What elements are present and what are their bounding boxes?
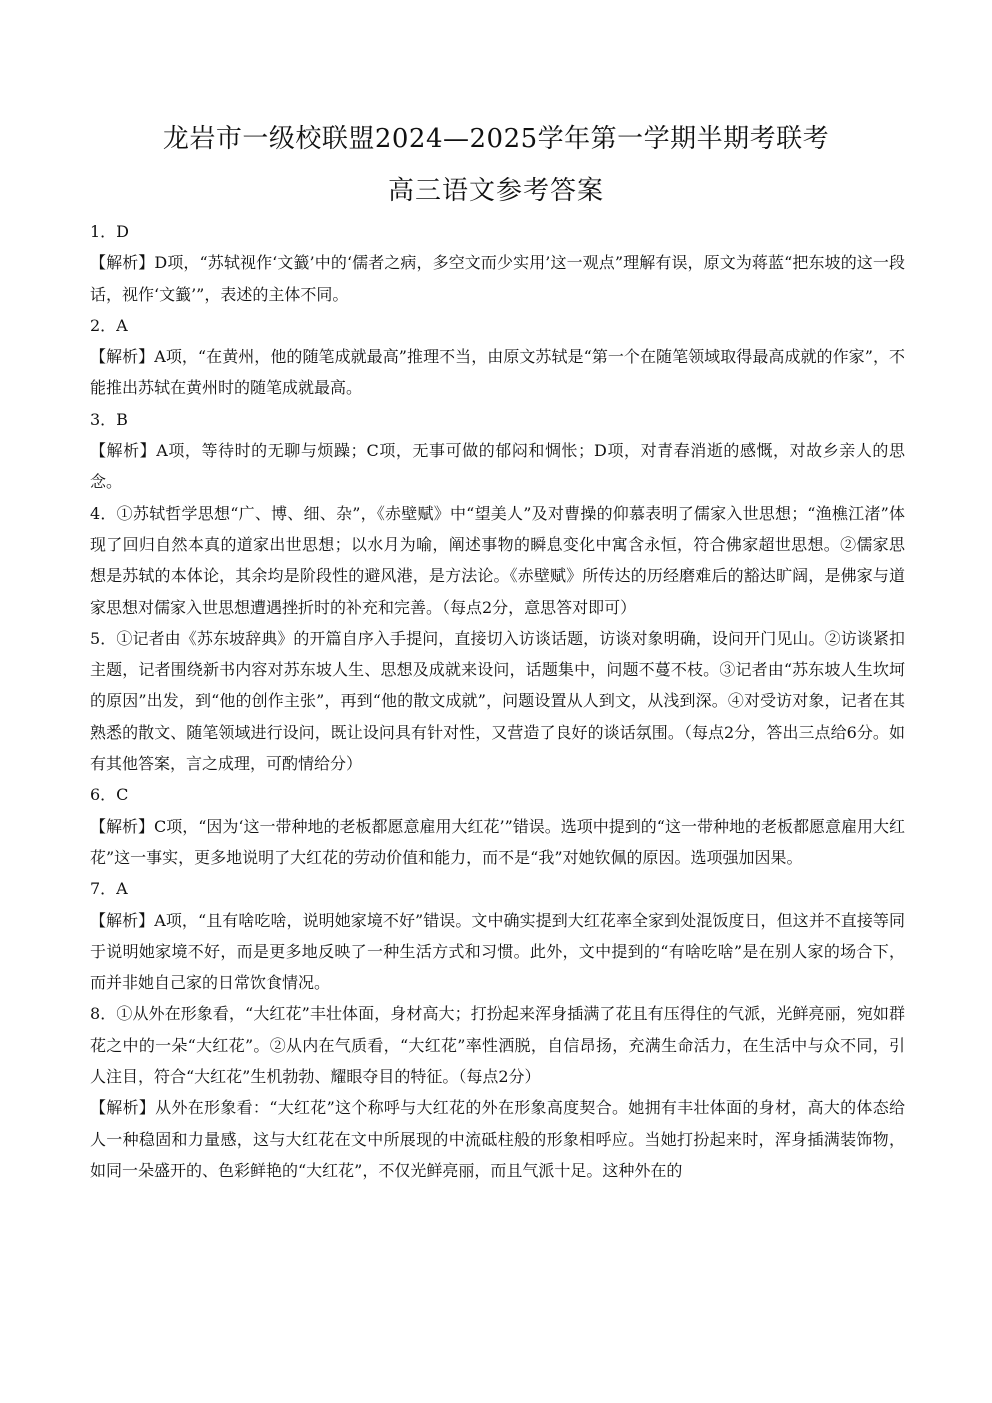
answer-paragraph: 【解析】从外在形象看：“大红花”这个称呼与大红花的外在形象高度契合。她拥有丰壮体面的身材，高大的体态给人一种稳固和力量感，这与大红花在文中所展现的中流砥柱般的形象相呼应。当她打扮起来时，浑身插满装饰物，如同一朵盛开的、色彩鲜艳的“大红花”，不仅光鲜亮丽，而且气派十足。这种外在的 — [90, 1098, 905, 1180]
answer-paragraph: 【解析】A项，“在黄州，他的随笔成就最高”推理不当，由原文苏轼是“第一个在随笔领域取得最高成就的作家”，不能推出苏轼在黄州时的随笔成就最高。 — [90, 347, 905, 398]
answer-paragraph: 【解析】A项，等待时的无聊与烦躁；C项，无事可做的郁闷和惆怅；D项，对青春消逝的感慨，对故乡亲人的思念。 — [90, 441, 905, 492]
answer-number-line: 3．B — [90, 409, 128, 429]
document-subtitle: 高三语文参考答案 — [387, 176, 604, 206]
answer-number-line: 1．D — [90, 222, 130, 241]
answer-paragraph: 【解析】C项，“因为‘这一带种地的老板都愿意雇用大红花’”错误。选项中提到的“这一带种地的老板都愿意雇用大红花”这一事实，更多地说明了大红花的劳动价值和能力，而不是“我”对她钦佩的原因。选项强加因果。 — [90, 816, 905, 867]
answer-paragraph: 5．①记者由《苏东坡辞典》的开篇自序入手提问，直接切入访谈话题，访谈对象明确，设问开门见山。②访谈紧扣主题，记者围绕新书内容对苏东坡人生、思想及成就来设问，话题集中，问题不蔓不枝。③记者由“苏东坡人生坎坷的原因”出发，到“他的创作主张”，再到“他的散文成就”，问题设置从人到文，从浅到深。④对受访对象，记者在其熟悉的散文、随笔领域进行设问，既让设问具有针对性，又营造了良好的谈话氛围。（每点2分，答出三点给6分。如有其他答案，言之成理，可酌情给分） — [90, 628, 905, 774]
answer-paragraph: 【解析】D项，“苏轼视作‘文籖’中的‘儒者之病，多空文而少实用’这一观点”理解有误，原文为蒋蓝“把东坡的这一段话，视作‘文籖’”，表述的主体不同。 — [90, 253, 905, 304]
answer-number-line: 7．A — [90, 879, 128, 899]
answer-paragraph: 8．①从外在形象看，“大红花”丰壮体面，身材高大；打扮起来浑身插满了花且有压得住的气派，光鲜亮丽，宛如群花之中的一朵“大红花”。②从内在气质看，“大红花”率性洒脱，自信昂扬，充满生命活力，在生活中与众不同，引人注目，符合“大红花”生机勃勃、耀眼夺目的特征。（每点2分） — [90, 1004, 905, 1087]
answer-content — [90, 216, 905, 1186]
answer-number-line: 2．A — [90, 315, 128, 335]
answer-paragraph: 4．①苏轼哲学思想“广、博、细、杂”，《赤壁赋》中“望美人”及对曹操的仰慕表明了儒家入世思想；“渔樵江渚”体现了回归自然本真的道家出世思想；以水月为喻，阐述事物的瞬息变化中寓含永恒，符合佛家超世思想。②儒家思想是苏轼的本体论，其余均是阶段性的避风港，是方法论。《赤壁赋》所传达的历经磨难后的豁达旷阔，是佛家与道家思想对儒家入世思想遭遇挫折时的补充和完善。（每点2分，意思答对即可） — [90, 503, 905, 617]
document-title: 龙岩市一级校联盟2024—2025学年第一学期半期考联考 — [162, 124, 830, 154]
answer-number-line: 6．C — [90, 785, 129, 805]
answer-paragraph: 【解析】A项，“且有啥吃啥，说明她家境不好”错误。文中确实提到大红花率全家到处混饭度日，但这并不直接等同于说明她家境不好，而是更多地反映了一种生活方式和习惯。此外，文中提到的“有啥吃啥”是在别人家的场合下，而并非她自己家的日常饮食情况。 — [90, 910, 905, 993]
